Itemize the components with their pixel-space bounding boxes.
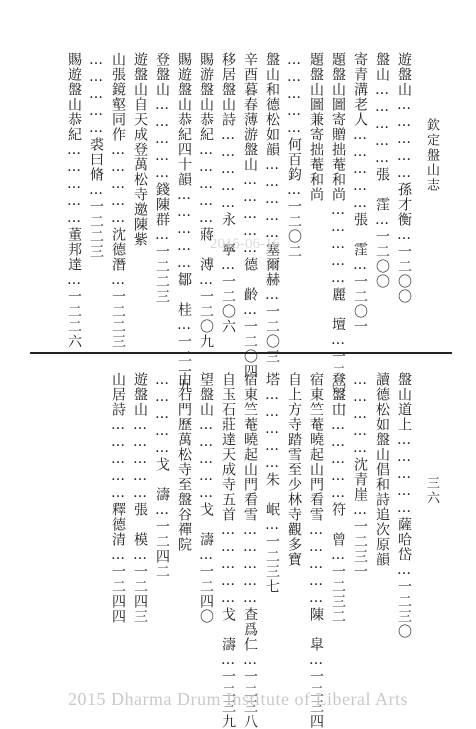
toc-entry: 辛酉暮春薄游盤山……………德 齡…一二〇四 [242, 52, 258, 379]
toc-entry: 望盤山……………戈 濤…一二四〇 [198, 372, 214, 624]
toc-entry: 登盤山……………符 曾…一二三二 [330, 372, 346, 624]
toc-entry: 自上方寺踏雪至少林寺觀多寶 [286, 372, 302, 567]
toc-entry: 塔……………朱 岷…一二三七 [264, 372, 280, 594]
toc-entry: 登盤山……………錢陳群…一二二三 [154, 52, 170, 304]
toc-entry: 題盤山圖寄贈拙菴和尚……………麗 壇…一二〇二 [330, 52, 346, 409]
page-number: 三六 [424, 476, 439, 506]
toc-entry: 自玉石莊達天成寺五首……………戈 濤…一二三九 [220, 372, 236, 729]
toc-entry: ……………沈青崖…一二三一 [352, 372, 368, 579]
toc-entry: 山居詩……………釋德清…一二四四 [110, 372, 126, 624]
toc-entry: 盤山道上……………薩哈岱…一二三〇 [396, 372, 412, 639]
toc-entry: 賜遊盤山恭紀四十韻……………鄒 桂…一二一九 [176, 52, 192, 394]
toc-entry: 賜游盤山恭紀……………蔣 溥…一二〇九 [198, 52, 214, 349]
toc-entry: 山張鏡壑同作……………沈德潛…一二二三 [110, 52, 126, 349]
book-title: 欽定盤山志 [424, 118, 439, 193]
toc-entry: 盤山……………張 霔…一二〇〇 [374, 52, 390, 289]
toc-entry: 由石門歷萬松寺至盤谷禪院 [176, 372, 192, 552]
toc-entry: 遊盤山……………孫才衡…一二〇〇 [396, 52, 412, 304]
toc-entry: 賜遊盤山恭紀……………董邦達…一二二六 [66, 52, 82, 349]
toc-entry: 宿東竺菴曉起山門看雪……………查爲仁…一二三八 [242, 372, 258, 729]
toc-entry: 寄青溝老人……………張 霔…一二〇一 [352, 52, 368, 334]
toc-entry: 移居盤山詩……………永 寧…一二〇六 [220, 52, 236, 334]
toc-entry: 盤山和德松如韻……………塞爾赫…一二〇三 [264, 52, 280, 364]
toc-entry: 遊盤山自天成登萬松寺邀陳紫 [132, 52, 148, 247]
toc-entry: ……………戈 濤…一二四二 [154, 372, 170, 579]
toc-entry: 題盤山圖兼寄拙菴和尚 [308, 52, 324, 202]
toc-entry: ……………何百鈞…一二〇二 [286, 52, 302, 259]
toc-entry: 宿東竺菴曉起山門看雪……………陳 皐…一二三四 [308, 372, 324, 729]
toc-entry: 遊盤山……………張 模…一二四三 [132, 372, 148, 624]
toc-entry: ……………裘曰脩…一二二三 [88, 52, 104, 259]
date-watermark: 2015-06-16 [210, 236, 280, 252]
toc-entry: 讀德松如盤山倡和詩追次原韻 [374, 372, 390, 567]
footer-credit: 2015 Dharma Drum Institute of Liberal Arts [68, 689, 408, 709]
register-divider [30, 352, 452, 354]
